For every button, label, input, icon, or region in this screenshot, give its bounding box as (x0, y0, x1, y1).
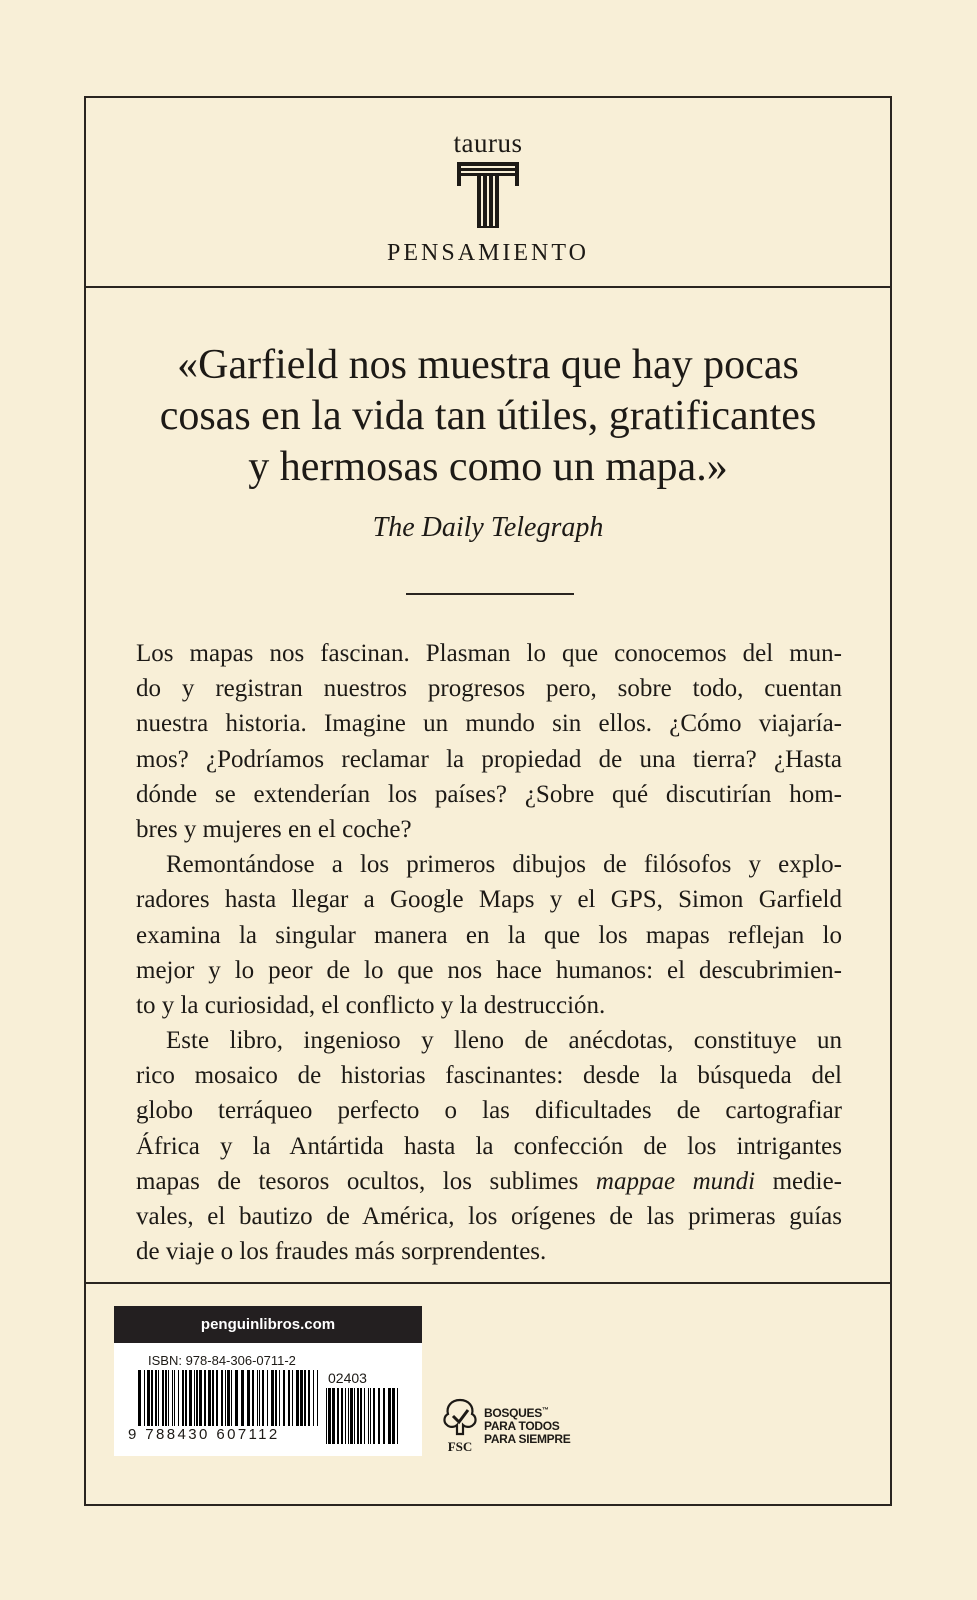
text-line: vales, el bautizo de América, los orígenes de las primeras guías (136, 1203, 842, 1230)
barcode-bar (348, 1388, 349, 1444)
barcode-bar (204, 1370, 206, 1426)
barcode-bar (370, 1388, 371, 1444)
barcode-bar (174, 1370, 175, 1426)
text-line: do y registran nuestros progresos pero, sobre todo, cuentan (136, 675, 842, 703)
barcode-bar (178, 1370, 179, 1426)
barcode-bar (364, 1388, 365, 1444)
barcode-bar (182, 1370, 184, 1426)
barcode-bar (279, 1370, 280, 1426)
barcode-bar (337, 1388, 339, 1444)
synopsis-paragraph (136, 1023, 842, 1269)
text-line: bres y mujeres en el coche? (136, 815, 412, 843)
text-fragment: mapas de tesoros ocultos, los sublimes (136, 1167, 596, 1195)
bottom-divider (86, 1282, 890, 1284)
barcode-bar (165, 1370, 167, 1426)
barcode-bar (162, 1370, 164, 1426)
italic-term: mappae mundi (595, 1167, 756, 1195)
taurus-t-icon (453, 160, 523, 230)
quote-line: «Garfield nos muestra que hay pocas (177, 342, 799, 388)
text-line (136, 1164, 842, 1199)
blurb-quote (106, 340, 870, 493)
addon-code: 02403 (328, 1370, 367, 1386)
barcode-bar (326, 1388, 327, 1444)
text-line: nuestra historia. Imagine un mundo sin ellos. ¿Cómo viajaría- (136, 710, 842, 738)
barcode-bar (397, 1388, 398, 1444)
barcode-bar (262, 1370, 264, 1426)
barcode-bar (189, 1370, 192, 1426)
text-line: dónde se extenderían los países? ¿Sobre qué discutirían hom- (136, 780, 842, 808)
addon-barcode (326, 1388, 400, 1444)
fsc-slogan-line: PARA TODOS (484, 1419, 560, 1433)
tree-checkmark-icon (440, 1398, 480, 1436)
text-line: globo terráqueo perfecto o las dificultades de cartografiar (136, 1097, 842, 1125)
quote-line: cosas en la vida tan útiles, gratificantes (159, 393, 817, 439)
publisher-logo (86, 128, 890, 267)
barcode-bar (194, 1370, 195, 1426)
barcode-bar (199, 1370, 202, 1426)
barcode-bar (378, 1388, 380, 1444)
barcode-bar (271, 1370, 274, 1426)
barcode-bar (308, 1370, 310, 1426)
barcode-bar (257, 1370, 258, 1426)
barcode-bar (231, 1370, 232, 1426)
barcode-bar (235, 1370, 238, 1426)
barcode-bar (221, 1370, 223, 1426)
top-divider (86, 286, 890, 288)
barcode-bar (227, 1370, 230, 1426)
barcode-bar (283, 1370, 285, 1426)
fsc-slogan-word: BOSQUES (484, 1406, 542, 1420)
ean-barcode (138, 1370, 322, 1426)
barcode-bar (216, 1370, 218, 1426)
barcode-panel (114, 1306, 422, 1456)
text-fragment: medie- (755, 1167, 842, 1195)
fsc-slogan-line: PARA SIEMPRE (484, 1432, 571, 1446)
text-line: Este libro, ingenioso y lleno de anécdotas, constituye un (166, 1027, 842, 1055)
text-line: África y la Antártida hasta la confección de los intrigantes (136, 1132, 842, 1160)
text-line: to y la curiosidad, el conflicto y la destrucción. (136, 991, 606, 1019)
barcode-bar (300, 1370, 303, 1426)
barcode-digits: 9 788430 607112 (128, 1426, 280, 1443)
text-line: Los mapas nos fascinan. Plasman lo que conocemos del mun- (136, 640, 842, 667)
synopsis-paragraph (136, 847, 842, 1023)
barcode-bar (168, 1370, 169, 1426)
barcode-bar (138, 1370, 141, 1426)
fsc-mark (440, 1398, 480, 1455)
collection-name: PENSAMIENTO (387, 240, 589, 266)
barcode-bar (328, 1388, 331, 1444)
text-line: mejor y lo peor de lo que nos hace humanos: el descubrimien- (136, 956, 842, 984)
barcode-bar (383, 1388, 385, 1444)
barcode-bar (304, 1370, 306, 1426)
text-line: radores hasta llegar a Google Maps y el GPS, Simon Garfield (136, 886, 842, 914)
fsc-slogan-line (484, 1404, 570, 1420)
text-line: rico mosaico de historias fascinantes: desde la búsqueda del (136, 1062, 842, 1090)
barcode-bar (317, 1370, 318, 1426)
synopsis-paragraph (136, 636, 842, 847)
barcode-bar (392, 1388, 395, 1444)
barcode-bar (151, 1370, 153, 1426)
barcode-bar (373, 1388, 375, 1444)
barcode-bar (172, 1370, 173, 1426)
text-line: Remontándose a los primeros dibujos de filósofos y explo- (166, 851, 842, 879)
barcode-bar (275, 1370, 277, 1426)
barcode-bar (144, 1370, 145, 1426)
barcode-bar (313, 1370, 314, 1426)
text-line: de viaje o los fraudes más sorprendentes. (136, 1238, 547, 1266)
barcode-bar (155, 1370, 157, 1426)
barcode-bar (354, 1388, 355, 1444)
publisher-name: taurus (453, 128, 523, 158)
quote-line: y hermosas como un mapa.» (248, 444, 728, 490)
synopsis (136, 636, 842, 1269)
fsc-logo (440, 1398, 570, 1455)
cover-frame (84, 96, 892, 1506)
barcode-bar (208, 1370, 211, 1426)
barcode-bar (368, 1388, 369, 1444)
barcode-bar (185, 1370, 187, 1426)
barcode-bar (288, 1370, 290, 1426)
barcode-bar (212, 1370, 214, 1426)
fsc-letters: FSC (447, 1439, 473, 1454)
barcode-bar (196, 1370, 198, 1426)
trademark-mark: ™ (541, 1407, 549, 1414)
barcode-bar (360, 1388, 362, 1444)
barcode-bar (252, 1370, 254, 1426)
text-line: mos? ¿Podríamos reclamar la propiedad de una tierra? ¿Hasta (136, 745, 842, 773)
barcode-bar (158, 1370, 159, 1426)
barcode-bar (259, 1370, 260, 1426)
quote-source: The Daily Telegraph (372, 512, 604, 543)
fsc-slogan (484, 1404, 570, 1446)
barcode-bar (332, 1388, 335, 1444)
barcode-bar (357, 1388, 359, 1444)
barcode-bar (225, 1370, 226, 1426)
barcode-bar (247, 1370, 250, 1426)
barcode-bar (241, 1370, 244, 1426)
isbn-label: ISBN: 978-84-306-0711-2 (148, 1353, 296, 1368)
barcode-bar (388, 1388, 391, 1444)
barcode-bar (341, 1388, 343, 1444)
barcode-bar (296, 1370, 299, 1426)
barcode-bar (350, 1388, 353, 1444)
short-divider (406, 593, 574, 595)
publisher-website: penguinlibros.com (114, 1306, 422, 1343)
barcode-bar (345, 1388, 346, 1444)
barcode-bar (267, 1370, 268, 1426)
barcode-bar (147, 1370, 150, 1426)
text-line: examina la singular manera en la que los mapas reflejan lo (136, 921, 842, 949)
barcode-bar (292, 1370, 293, 1426)
